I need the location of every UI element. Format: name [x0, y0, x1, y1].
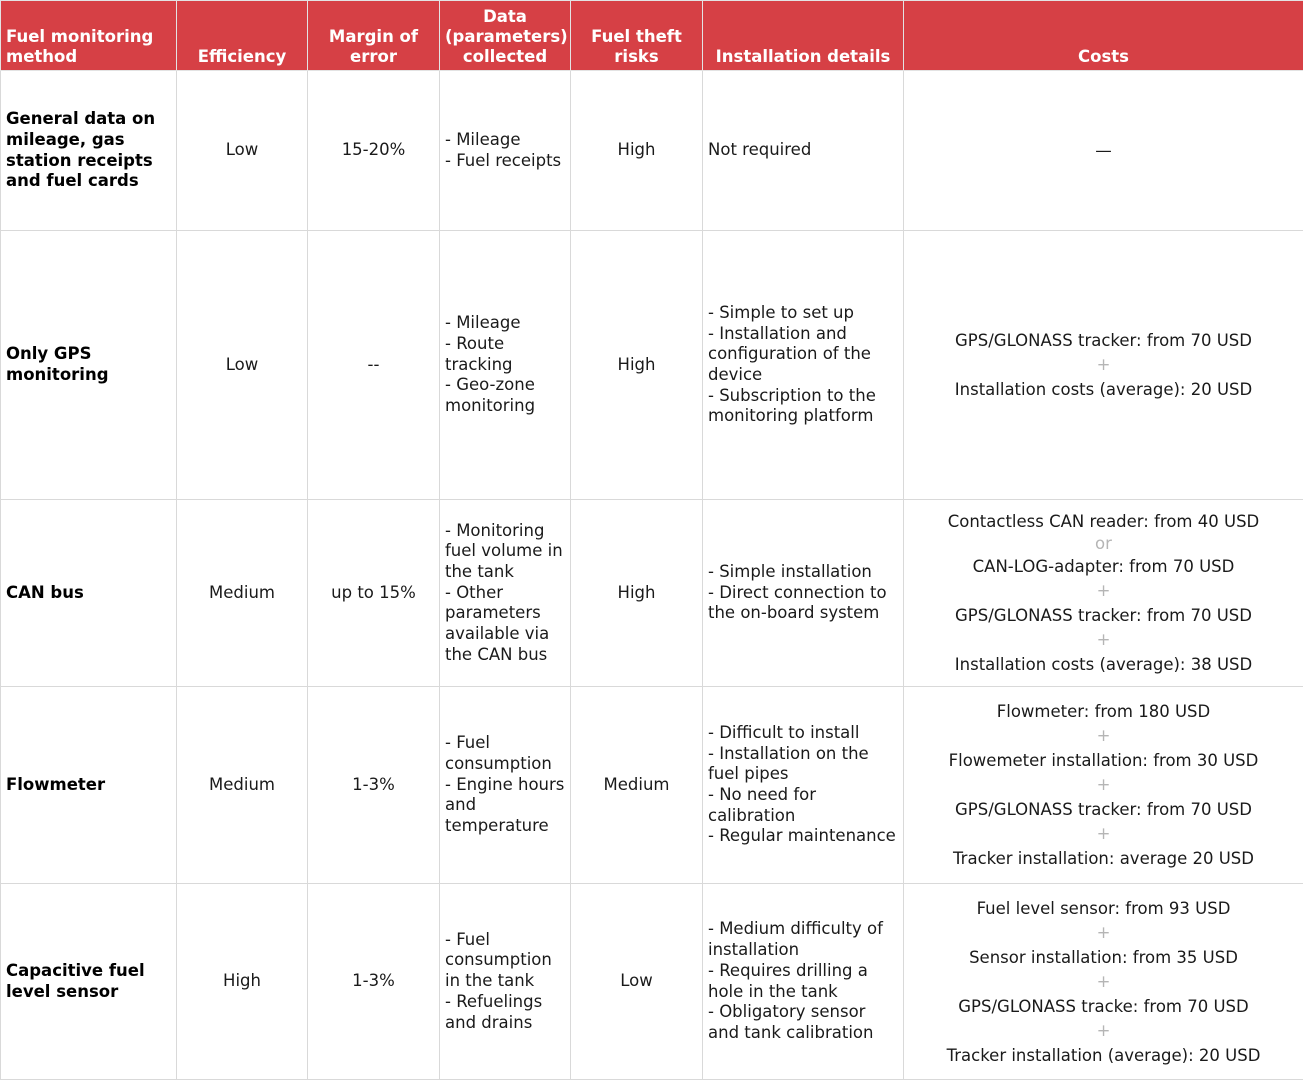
costs-cell: [904, 884, 1303, 1080]
data-collected-line: - Fuel consumption in the tank: [445, 929, 552, 991]
table-row: [1, 884, 1303, 1080]
data-collected-cell: [440, 71, 571, 231]
installation-details-cell: [703, 500, 904, 687]
table-row: [1, 231, 1303, 500]
costs-cell: [904, 71, 1303, 231]
method-cell: CAN bus: [1, 500, 177, 687]
data-collected-line: - Other parameters available via the CAN bus: [445, 582, 550, 664]
data-collected-line: - Engine hours and temperature: [445, 774, 565, 836]
fuel-theft-risk-cell: High: [571, 231, 703, 500]
table-row: [1, 687, 1303, 884]
header-efficiency: Efficiency: [177, 1, 308, 71]
data-collected-cell: [440, 884, 571, 1080]
margin-of-error-cell: 15-20%: [308, 71, 440, 231]
plus-separator: +: [1096, 824, 1111, 843]
installation-details-line: - Direct connection to the on-board system: [708, 582, 887, 623]
margin-of-error-cell: up to 15%: [308, 500, 440, 687]
installation-details-line: - Installation and configuration of the device: [708, 323, 871, 384]
plus-separator: +: [1096, 726, 1111, 745]
fuel-theft-risk-cell: Low: [571, 884, 703, 1080]
data-collected-cell: [440, 500, 571, 687]
installation-details-line: - Obligatory sensor and tank calibration: [708, 1002, 874, 1042]
installation-details-line: - Subscription to the monitoring platform: [708, 385, 876, 426]
data-collected-line: - Fuel consumption: [445, 733, 552, 773]
table-row: [1, 71, 1303, 231]
efficiency-cell: Medium: [177, 687, 308, 884]
cost-item: Fuel level sensor: from 93 USD: [976, 898, 1231, 918]
data-collected-line: - Mileage: [445, 129, 521, 149]
header-costs: Costs: [904, 1, 1303, 71]
cost-item: GPS/GLONASS tracker: from 70 USD: [955, 331, 1252, 350]
installation-details-line: - Simple installation: [708, 561, 872, 581]
cost-item: GPS/GLONASS tracker: from 70 USD: [955, 606, 1252, 625]
installation-details-cell: [703, 71, 904, 231]
installation-details-cell: [703, 687, 904, 884]
costs-cell: [904, 231, 1303, 500]
data-collected-cell: [440, 231, 571, 500]
cost-item: Installation costs (average): 38 USD: [954, 655, 1253, 674]
method-cell: General data on mileage, gas station receipts and fuel cards: [1, 71, 177, 231]
header-row: [1, 1, 1303, 71]
cost-item: Sensor installation: from 35 USD: [969, 947, 1238, 967]
fuel-theft-risk-cell: High: [571, 71, 703, 231]
cost-item: Tracker installation: average 20 USD: [953, 849, 1254, 868]
installation-details-line: - No need for calibration: [708, 785, 817, 825]
plus-separator: +: [1096, 922, 1111, 942]
cost-item: GPS/GLONASS tracker: from 70 USD: [955, 800, 1252, 819]
margin-of-error-cell: 1-3%: [308, 687, 440, 884]
cost-item: CAN-LOG-adapter: from 70 USD: [972, 557, 1235, 576]
efficiency-cell: High: [177, 884, 308, 1080]
method-cell: Flowmeter: [1, 687, 177, 884]
header-installation-details: Installation details: [703, 1, 904, 71]
fuel-theft-risk-cell: Medium: [571, 687, 703, 884]
plus-separator: +: [1096, 1020, 1111, 1040]
installation-details-line: - Simple to set up: [708, 302, 854, 322]
data-collected-line: - Geo-zone monitoring: [445, 375, 536, 416]
plus-separator: +: [1096, 775, 1111, 794]
or-separator: or: [1095, 534, 1112, 553]
installation-details-line: - Requires drilling a hole in the tank: [708, 960, 868, 1001]
plus-separator: +: [1096, 971, 1111, 991]
header-margin-of-error: Margin of error: [308, 1, 440, 71]
installation-details-line: Not required: [708, 140, 812, 160]
data-collected-line: - Refuelings and drains: [445, 991, 543, 1032]
plus-separator: +: [1096, 630, 1111, 649]
data-collected-line: - Mileage: [445, 313, 521, 333]
table-row: [1, 500, 1303, 687]
efficiency-cell: Low: [177, 71, 308, 231]
costs-cell: [904, 500, 1303, 687]
installation-details-cell: [703, 231, 904, 500]
installation-details-line: - Installation on the fuel pipes: [708, 743, 869, 784]
cost-item: GPS/GLONASS tracke: from 70 USD: [958, 996, 1249, 1016]
installation-details-line: - Regular maintenance: [708, 826, 896, 846]
method-cell: Capacitive fuel level sensor: [1, 884, 177, 1080]
efficiency-cell: Medium: [177, 500, 308, 687]
fuel-theft-risk-cell: High: [571, 500, 703, 687]
header-fuel-theft-risks: Fuel theft risks: [571, 1, 703, 71]
header-data-collected: Data (parameters) collected: [440, 1, 571, 71]
header-method: Fuel monitoring method: [1, 1, 177, 71]
method-cell: Only GPS monitoring: [1, 231, 177, 500]
margin-of-error-cell: --: [308, 231, 440, 500]
installation-details-line: - Difficult to install: [708, 722, 860, 742]
installation-details-cell: [703, 884, 904, 1080]
cost-item: Installation costs (average): 20 USD: [954, 380, 1253, 399]
plus-separator: +: [1096, 355, 1111, 374]
cost-item: Tracker installation (average): 20 USD: [946, 1045, 1261, 1065]
cost-item: Flowemeter installation: from 30 USD: [948, 751, 1259, 770]
cost-item: —: [1095, 141, 1112, 160]
efficiency-cell: Low: [177, 231, 308, 500]
cost-item: Contactless CAN reader: from 40 USD: [947, 512, 1260, 531]
data-collected-line: - Fuel receipts: [445, 150, 562, 170]
installation-details-line: - Medium difficulty of installation: [708, 919, 883, 960]
data-collected-line: - Monitoring fuel volume in the tank: [445, 520, 563, 581]
data-collected-cell: [440, 687, 571, 884]
data-collected-line: - Route tracking: [445, 333, 513, 374]
cost-item: Flowmeter: from 180 USD: [996, 702, 1211, 721]
costs-cell: [904, 687, 1303, 884]
margin-of-error-cell: 1-3%: [308, 884, 440, 1080]
plus-separator: +: [1096, 581, 1111, 600]
